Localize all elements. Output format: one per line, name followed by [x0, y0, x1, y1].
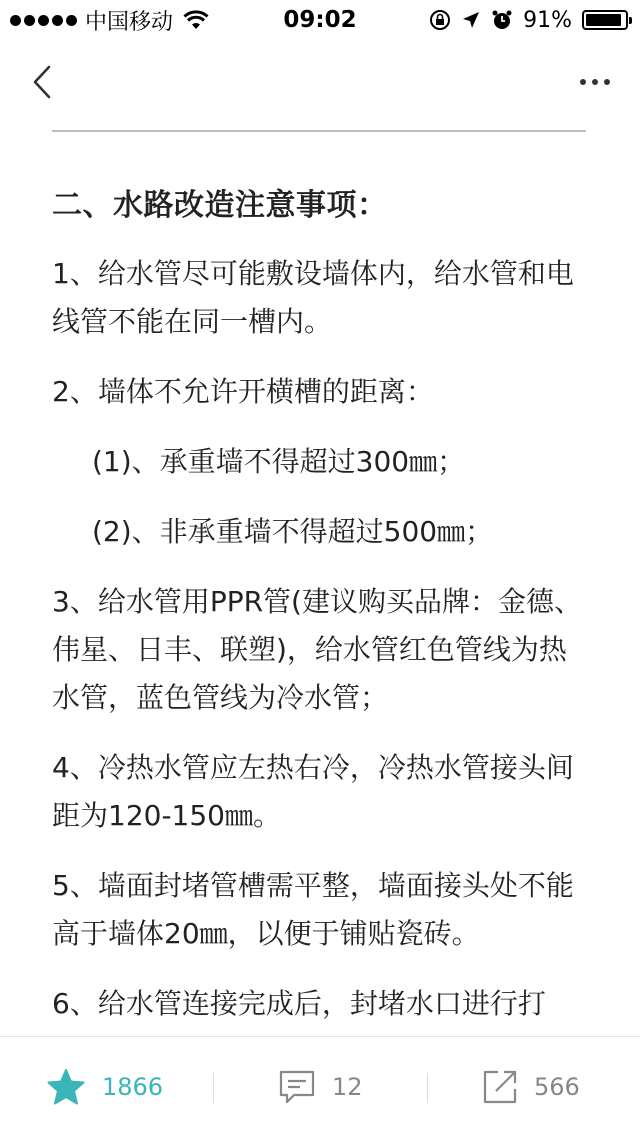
comment-button[interactable] [278, 1037, 363, 1137]
more-dots-icon [580, 79, 586, 85]
star-icon [46, 1068, 86, 1106]
comment-count: 12 [332, 1073, 363, 1101]
section-heading: 二、水路改造注意事项： [52, 188, 388, 223]
alarm-icon [491, 9, 513, 31]
status-time: 09:02 [283, 7, 357, 33]
orientation-lock-icon [429, 9, 451, 31]
separator [213, 1073, 214, 1103]
bottom-action-bar [0, 1036, 640, 1137]
paragraph-2-item-1: (1)、承重墙不得超过300㎜； [92, 445, 466, 478]
status-bar [0, 0, 640, 40]
battery-icon [582, 10, 628, 30]
location-icon [461, 10, 481, 30]
carrier-name: 中国移动 [85, 9, 174, 35]
share-count: 566 [534, 1073, 580, 1101]
like-count: 1866 [102, 1073, 164, 1101]
paragraph-2: 2、墙体不允许开横槽的距离： [52, 375, 434, 408]
paragraph-4: 4、冷热水管应左热右冷，冷热水管接头间距为120-150㎜。 [52, 751, 574, 832]
paragraph-2-item-2: (2)、非承重墙不得超过500㎜； [92, 515, 494, 548]
status-right [429, 0, 628, 40]
article-body [52, 130, 592, 1035]
paragraph-5: 5、墙面封堵管槽需平整，墙面接头处不能高于墙体20㎜，以便于铺贴瓷砖。 [52, 869, 574, 950]
more-button[interactable] [570, 60, 620, 104]
paragraph-1: 1、给水管尽可能敷设墙体内，给水管和电线管不能在同一槽内。 [52, 257, 574, 338]
comment-icon [278, 1069, 316, 1105]
nav-bar [0, 40, 640, 128]
battery-level-fill [586, 14, 621, 26]
divider [52, 130, 586, 132]
paragraph-3: 3、给水管用PPR管(建议购买品牌：金德、伟星、日丰、联塑)，给水管红色管线为热水管，蓝色管线为冷水管； [52, 585, 582, 714]
paragraph-6: 6、给水管连接完成后，封堵水口进行打 [52, 987, 546, 1020]
like-button[interactable] [46, 1037, 163, 1137]
share-button[interactable] [482, 1037, 580, 1137]
separator [427, 1073, 428, 1103]
chevron-left-icon [32, 65, 52, 99]
share-icon [482, 1069, 518, 1105]
back-button[interactable] [22, 60, 62, 104]
battery-percent: 91% [523, 7, 572, 33]
